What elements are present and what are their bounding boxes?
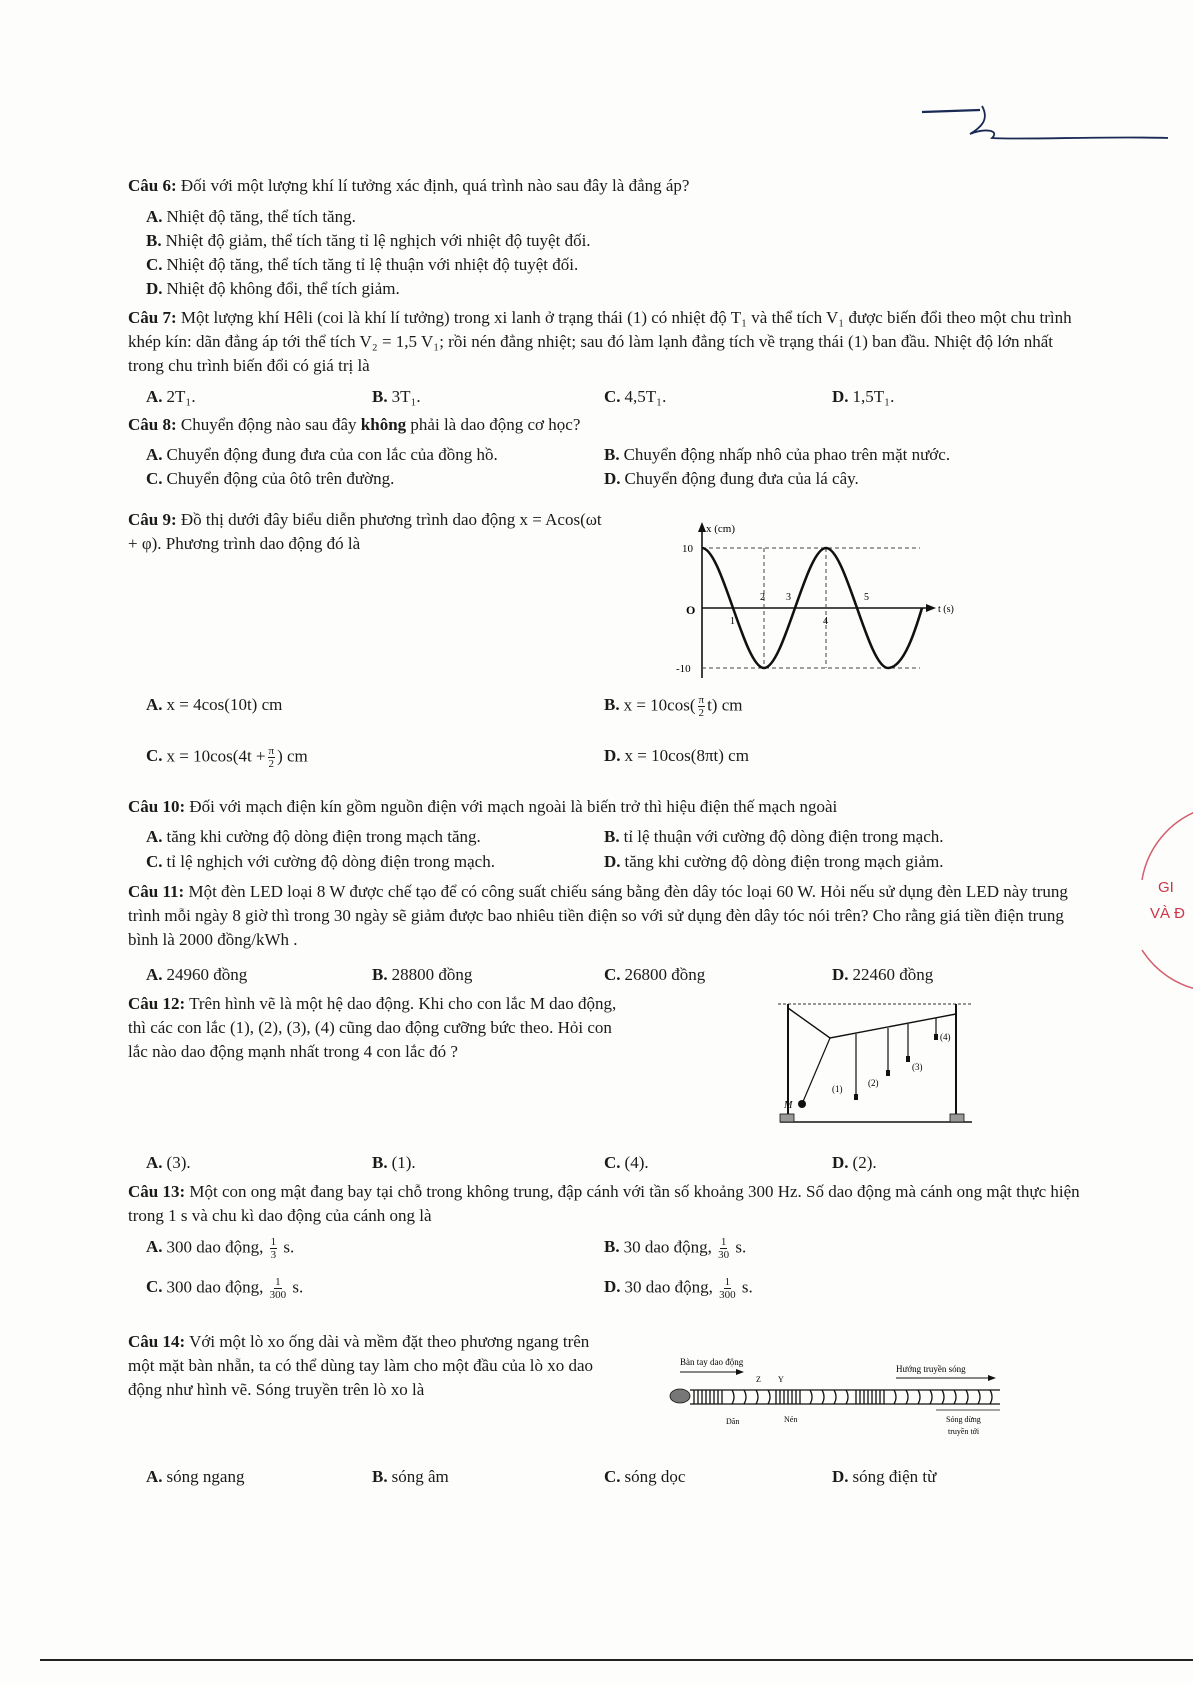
question-number: Câu 9: <box>128 510 177 529</box>
question-12 <box>128 992 624 1064</box>
q14-option-d: D. sóng điện từ <box>832 1467 937 1486</box>
fraction: $\frac{1}{30}$ <box>718 1236 730 1261</box>
hand-icon <box>670 1389 690 1403</box>
q12-option-a: A. (3). <box>146 1153 191 1172</box>
question-number: Câu 14: <box>128 1332 186 1351</box>
x-tick-2: 2 <box>760 592 765 603</box>
question-text: Đối với một lượng khí lí tưởng xác định, quá trình nào sau đây là đẳng áp? <box>176 176 690 195</box>
wave-label-2: truyền tới <box>948 1427 980 1436</box>
q13-option-d: D. 30 dao động, $\frac{1}{300}$ s. <box>604 1276 753 1301</box>
compress-label: Nén <box>784 1415 798 1424</box>
direction-arrow-icon <box>988 1375 996 1381</box>
q14-option-b: B. sóng âm <box>372 1467 449 1486</box>
question-text: Một đèn LED loại 8 W được chế tạo để có công suất chiếu sáng bằng đèn dây tóc loại 60 W. Hỏi nếu sử dụng đèn LED này trung trình mỗi ngày 8 giờ thì trong 30 ngày sẽ giảm được bao nhiêu tiền điện so với sử dụng đèn dây tóc nói trên? Cho rằng giá tiền điện trung bình là 2000 đồng/kWh . <box>128 882 1068 949</box>
origin-label: O <box>686 603 696 617</box>
stretch-label: Dãn <box>726 1417 740 1426</box>
q13-option-c: C. 300 dao động, $\frac{1}{300}$ s. <box>146 1276 304 1301</box>
question-number: Câu 7: <box>128 308 177 327</box>
y-tick-10: 10 <box>682 543 693 555</box>
q14-option-c: C. sóng dọc <box>604 1467 686 1486</box>
y-axis-arrow-icon <box>698 522 706 532</box>
q13-option-b: B. 30 dao động, $\frac{1}{30}$ s. <box>604 1236 747 1261</box>
wave-label-1: Sóng dừng <box>946 1415 981 1424</box>
support-string <box>788 1008 956 1038</box>
coupled-pendulums-figure <box>776 996 976 1132</box>
hand-label: Bàn tay dao động <box>680 1357 744 1367</box>
fraction: $\frac{\pi}{2}$ <box>698 694 705 719</box>
question-number: Câu 11: <box>128 882 185 901</box>
q7-option-a: A. 2T₁. <box>146 387 196 406</box>
q6-option-d: D. Nhiệt độ không đổi, thể tích giảm. <box>146 279 400 298</box>
question-text: Một con ong mật đang bay tại chỗ trong không trung, đập cánh với tần số khoảng 300 Hz. Số dao động mà cánh ong mật thực hiện trong 1 s và chu kì dao động của cánh ong là <box>128 1182 1080 1225</box>
y-axis-label: x (cm) <box>706 523 736 535</box>
pendulum-2-label: (2) <box>868 1078 879 1088</box>
x-tick-5: 5 <box>864 592 869 603</box>
q11-option-a: A. 24960 đồng <box>146 965 248 984</box>
question-number: Câu 6: <box>128 176 177 195</box>
stamp-text-1: GI <box>1158 879 1174 896</box>
red-stamp <box>1140 800 1193 1000</box>
z-label: Z <box>756 1375 761 1384</box>
q9-option-b: B. x = 10cos( $\frac{\pi}{2}$ t) cm <box>604 694 743 719</box>
question-number: Câu 10: <box>128 797 186 816</box>
q8-option-d: D. Chuyển động đung đưa của lá cây. <box>604 469 859 488</box>
question-text: Trên hình vẽ là một hệ dao động. Khi cho con lắc M dao động, thì các con lắc (1), (2), (3), (4) cũng dao động cưỡng bức theo. Hỏi con lắc nào dao động mạnh nhất trong 4 con lắc đó ? <box>128 994 617 1061</box>
q10-option-a: A. tăng khi cường độ dòng điện trong mạch tăng. <box>146 827 481 846</box>
x-tick-3: 3 <box>786 592 791 603</box>
question-14 <box>128 1330 594 1402</box>
q12-option-c: C. (4). <box>604 1153 649 1172</box>
q9-option-a: A. x = 4cos(10t) cm <box>146 695 283 714</box>
q12-option-d: D. (2). <box>832 1153 877 1172</box>
x-tick-4: 4 <box>823 616 828 627</box>
q12-option-b: B. (1). <box>372 1153 416 1172</box>
pendulum-m-bob <box>798 1100 806 1108</box>
fraction: $\frac{1}{300}$ <box>269 1276 287 1301</box>
fraction: $\frac{1}{300}$ <box>719 1276 736 1301</box>
question-13 <box>128 1180 1088 1228</box>
q9-option-c: C. x = 10cos(4t + $\frac{\pi}{2}$ ) cm <box>146 745 308 770</box>
question-10 <box>128 795 1088 819</box>
bottom-rule <box>40 1659 1193 1661</box>
question-number: Câu 13: <box>128 1182 186 1201</box>
q10-option-b: B. tỉ lệ thuận với cường độ dòng điện trong mạch. <box>604 827 944 846</box>
x-axis-arrow-icon <box>926 604 936 612</box>
q6-option-a: A. Nhiệt độ tăng, thể tích tăng. <box>146 207 356 226</box>
q11-option-c: C. 26800 đồng <box>604 965 706 984</box>
signature-mark <box>910 100 1170 160</box>
stamp-text-2: VÀ Đ <box>1150 905 1186 922</box>
question-11 <box>128 880 1088 952</box>
question-9 <box>128 508 606 556</box>
q11-option-d: D. 22460 đồng <box>832 965 934 984</box>
q10-option-d: D. tăng khi cường độ dòng điện trong mạch giảm. <box>604 852 944 871</box>
question-text: Một lượng khí Hêli (coi là khí lí tưởng) trong xi lanh ở trạng thái (1) có nhiệt độ T₁ và thể tích V₁ được biến đổi theo một chu trình khép kín: dãn đẳng áp tới thể tích V₂ = 1,5 V₁; rồi nén đẳng nhiệt; sau đó làm lạnh đẳng tích về trạng thái (1) ban đầu. Nhiệt độ lớn nhất trong chu trình biến đổi có giá trị là <box>128 308 1072 375</box>
q11-option-b: B. 28800 đồng <box>372 965 473 984</box>
emphasis-not: không <box>360 415 407 434</box>
pendulum-4-label: (4) <box>940 1032 951 1042</box>
question-8: Câu 8: Chuyển động nào sau đây không phải là dao động cơ học? <box>128 415 581 434</box>
question-text: Với một lò xo ống dài và mềm đặt theo phương ngang trên một mặt bàn nhẵn, ta có thể dùng tay làm cho một đầu của lò xo dao động như hình vẽ. Sóng truyền trên lò xo là <box>128 1332 594 1399</box>
x-tick-1: 1 <box>730 616 735 627</box>
question-text: Đối với mạch điện kín gồm nguồn điện với mạch ngoài là biến trở thì hiệu điện thế mạch ngoài <box>185 797 838 816</box>
q7-option-b: B. 3T₁. <box>372 387 421 406</box>
pendulum-3-label: (3) <box>912 1062 923 1072</box>
spring-wave-figure <box>660 1350 1010 1450</box>
q7-option-c: C. 4,5T₁. <box>604 387 667 406</box>
q6-option-c: C. Nhiệt độ tăng, thể tích tăng tỉ lệ thuận với nhiệt độ tuyệt đối. <box>146 255 579 274</box>
q14-option-a: A. sóng ngang <box>146 1467 245 1486</box>
fraction: $\frac{1}{3}$ <box>270 1236 277 1261</box>
direction-label: Hướng truyền sóng <box>896 1364 966 1374</box>
q8-option-a: A. Chuyển động đung đưa của con lắc của đồng hồ. <box>146 445 498 464</box>
q9-option-d: D. x = 10cos(8πt) cm <box>604 746 749 765</box>
y-tick-minus-10: -10 <box>676 663 691 675</box>
y-label: Y <box>778 1375 784 1384</box>
question-6 <box>128 174 1088 198</box>
question-text: Đồ thị dưới đây biểu diễn phương trình dao động x = Acos(ωt + φ). Phương trình dao động đó là <box>128 510 602 553</box>
q8-option-b: B. Chuyển động nhấp nhô của phao trên mặt nước. <box>604 445 951 464</box>
q6-option-b: B. Nhiệt độ giảm, thể tích tăng tỉ lệ nghịch với nhiệt độ tuyệt đối. <box>146 231 591 250</box>
question-7 <box>128 306 1088 378</box>
fraction: $\frac{\pi}{2}$ <box>268 745 275 770</box>
pendulum-1-label: (1) <box>832 1084 843 1094</box>
oscillation-graph <box>660 518 960 688</box>
pendulum-m-label: M <box>784 1100 793 1111</box>
q13-option-a: A. 300 dao động, $\frac{1}{3}$ s. <box>146 1236 295 1261</box>
question-number: Câu 12: <box>128 994 186 1013</box>
question-number: Câu 8: <box>128 415 177 434</box>
q8-option-c: C. Chuyển động của ôtô trên đường. <box>146 469 395 488</box>
spring-coils <box>690 1390 1000 1404</box>
q7-option-d: D. 1,5T₁. <box>832 387 895 406</box>
arrow-right-icon <box>736 1369 744 1375</box>
x-axis-label: t (s) <box>938 604 954 615</box>
q10-option-c: C. tỉ lệ nghịch với cường độ dòng điện trong mạch. <box>146 852 495 871</box>
